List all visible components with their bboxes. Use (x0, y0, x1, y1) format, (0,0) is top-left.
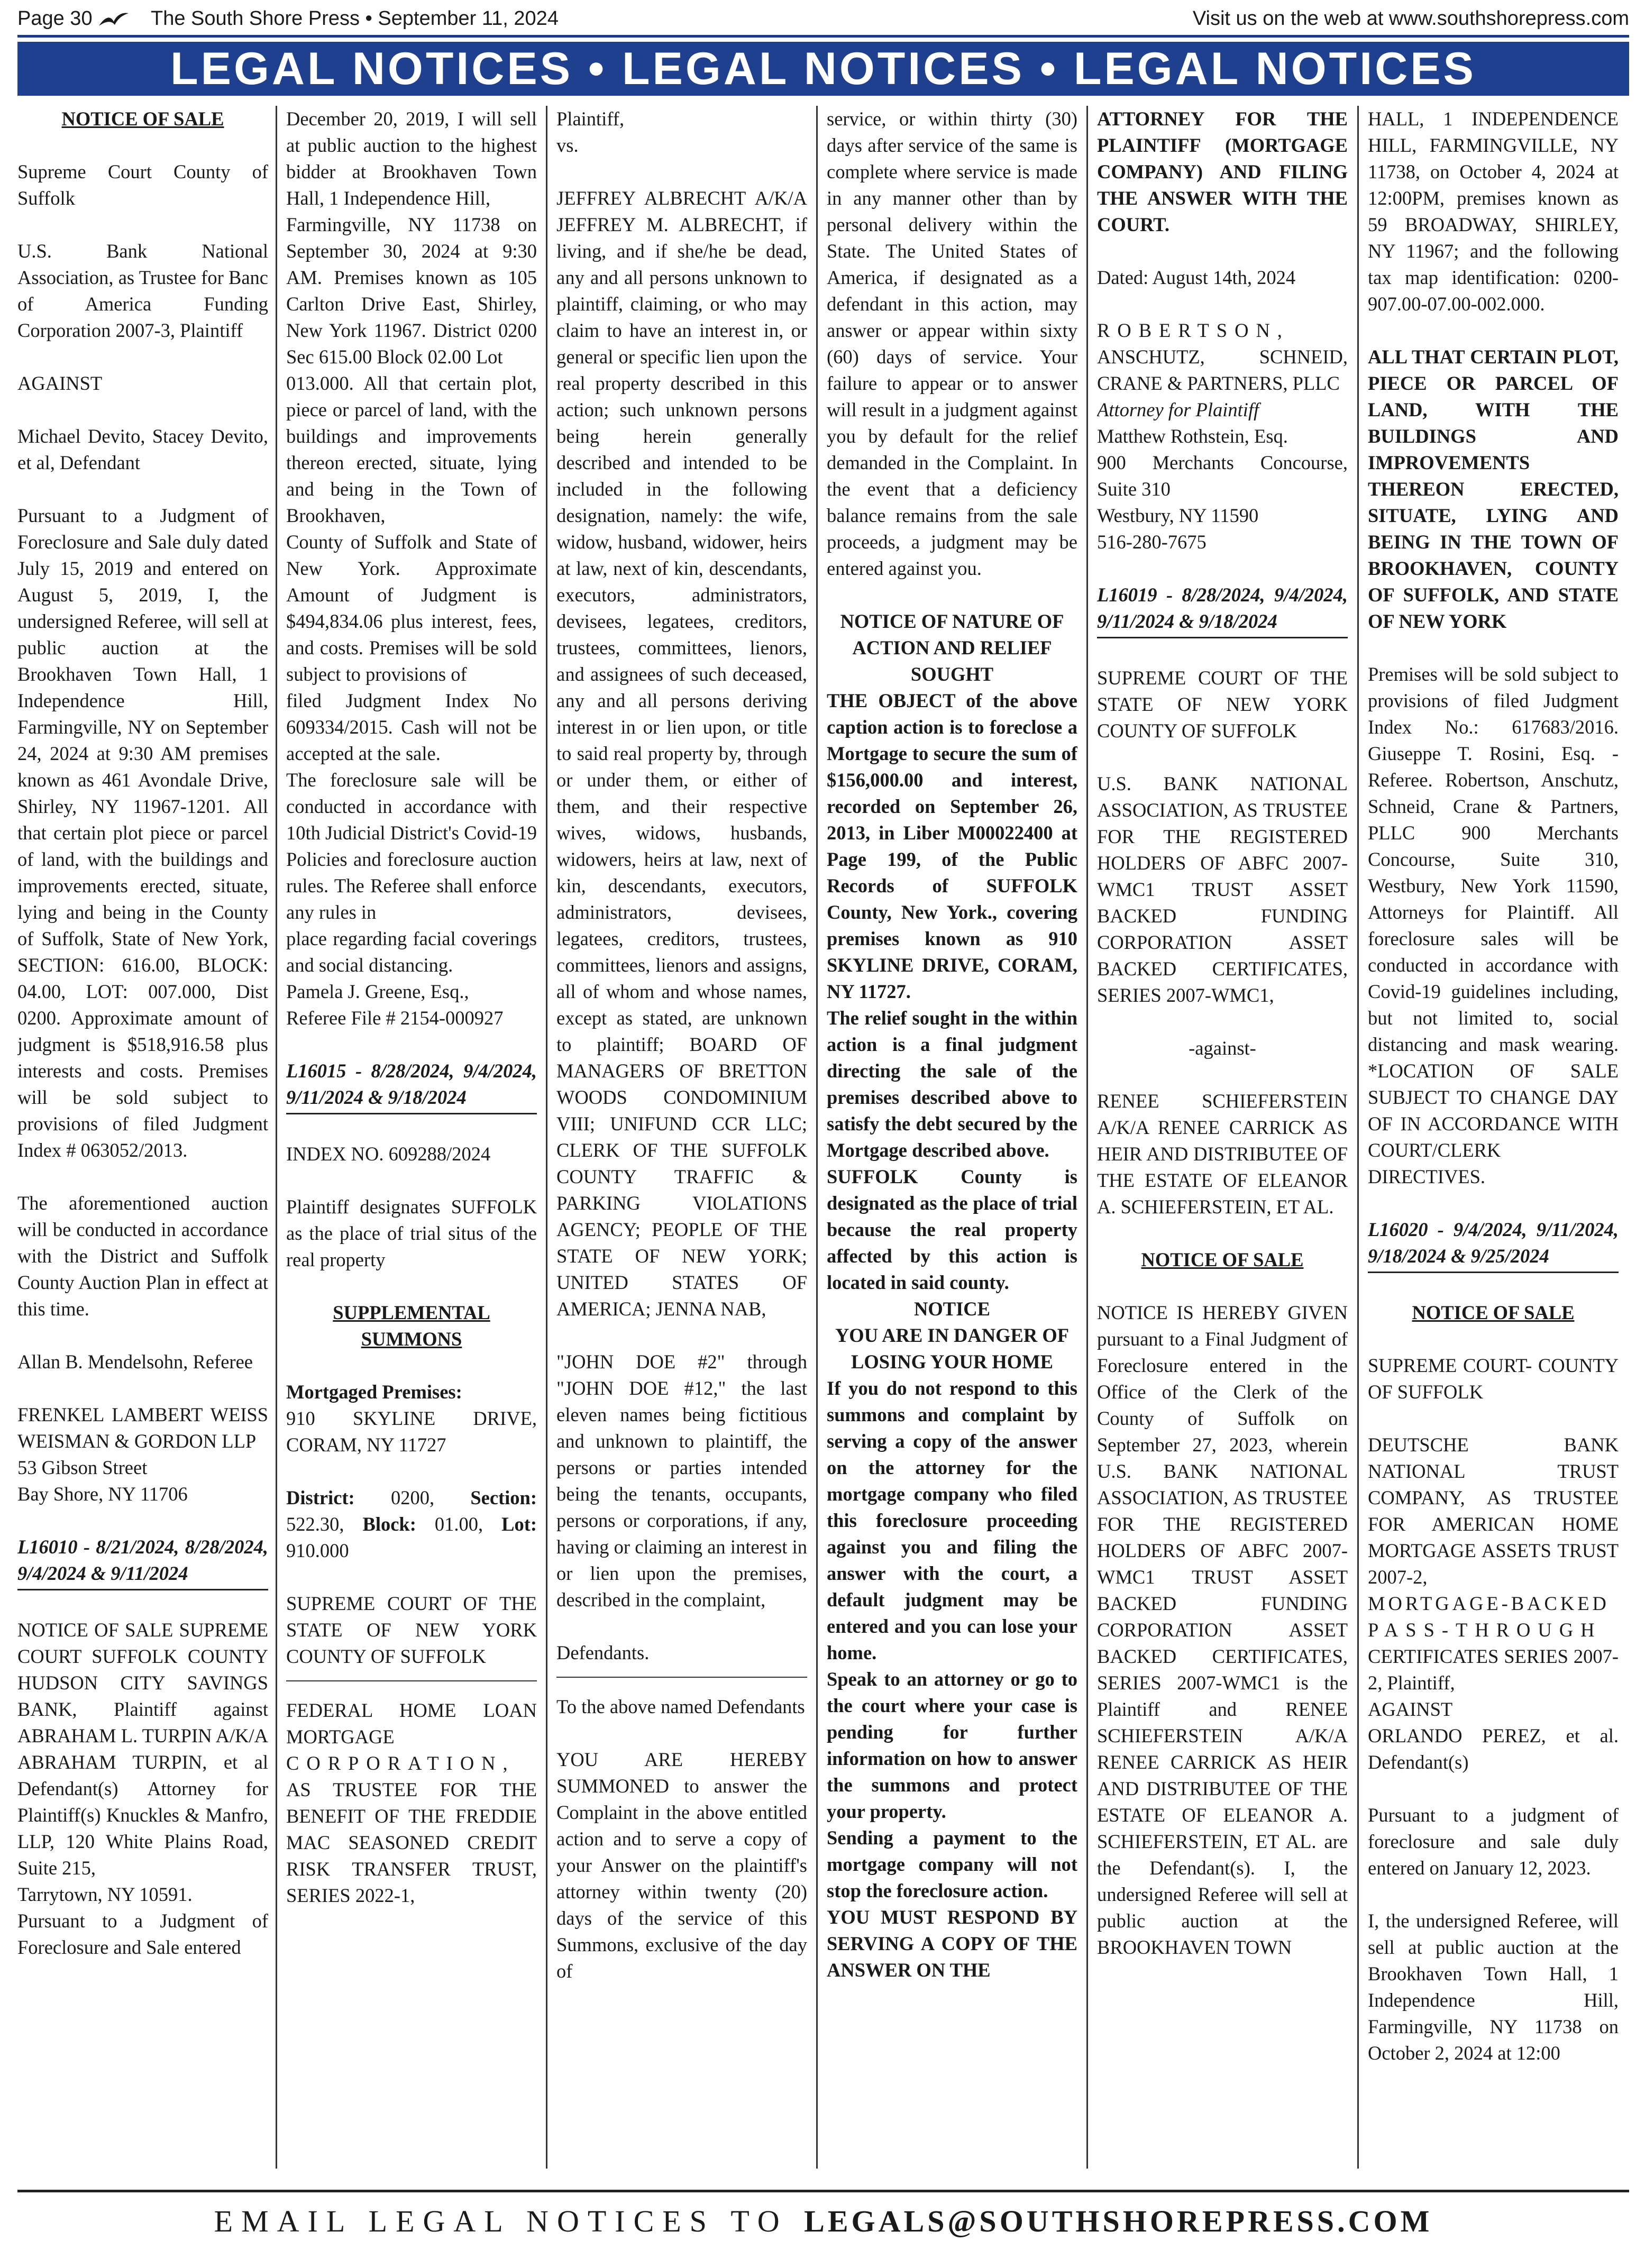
venue: SUFFOLK County is designated as the place of trial because the real property affected by this action is located in said county. (827, 1166, 1077, 1293)
notice-reference: L16015 - 8/28/2024, 9/4/2024, 9/11/2024 & 9/18/2024 (286, 1058, 537, 1114)
parcel-description: ALL THAT CERTAIN PLOT, PIECE OR PARCEL OF LAND, WITH THE BUILDINGS AND IMPROVEMENTS THEREON ERECTED, SITUATE, LYING AND BEING IN THE TOWN OF BROOKHAVEN, COUNTY OF SUFFOLK, AND STATE OF NEW YORK (1368, 346, 1619, 632)
against-label: AGAINST (17, 372, 103, 394)
column-5 (1097, 106, 1348, 2169)
attorney-advice: Speak to an attorney or go to the court where your case is pending for further information on how to answer the summons and protect your property. (827, 1668, 1077, 1822)
website-link[interactable]: Visit us on the web at www.southshorepress.com (1192, 7, 1629, 30)
attorney-role: Attorney for Plaintiff (1097, 399, 1259, 420)
lot-value: 910.000 (286, 1540, 349, 1561)
against-label: AGAINST (1368, 1698, 1453, 1720)
mortgaged-premises-label: Mortgaged Premises: (286, 1381, 462, 1403)
plaintiff: MORTGAGE-BACKED (1368, 1593, 1610, 1614)
payment-warning: Sending a payment to the mortgage company will not stop the foreclosure action. (827, 1827, 1077, 1901)
attorney-name: Matthew Rothstein, Esq. (1097, 425, 1288, 447)
notice-body: Farmingville, NY 11738 on September 30, 2024 at 9:30 AM. Premises known as 105 Carlton Drive East, Shirley, New York 11967. District 0200 Sec 615.00 Block 02.00 Lot (286, 214, 537, 368)
summons-body: YOU ARE HEREBY SUMMONED to answer the Complaint in the above entitled action and to serve a copy of your Answer on the plaintiff's attorney within twenty (20) days of the service of this Summons, exclusive of the day of (556, 1749, 807, 1982)
district-label: District: (286, 1487, 355, 1508)
column-rule (816, 106, 818, 2169)
footer-email-banner (17, 2195, 1629, 2248)
law-firm-street: 900 Merchants Concourse, Suite 310 (1097, 452, 1348, 500)
lot-label: Lot: (501, 1513, 537, 1535)
notice-body: filed Judgment Index No 609334/2015. Cash will not be accepted at the sale. (286, 690, 537, 764)
against-label: -against- (1189, 1037, 1256, 1059)
court-name: SUPREME COURT OF THE STATE OF NEW YORK COUNTY OF SUFFOLK (1097, 667, 1348, 742)
column-rule (1357, 106, 1359, 2169)
notice-body: NOTICE IS HEREBY GIVEN pursuant to a Final Judgment of Foreclosure entered in the Office of the Clerk of the County of Suffolk on September 27, 2023, wherein U.S. BANK NATIONAL ASSOCIATION, AS TRUSTEE FOR THE REGISTERED HOLDERS OF ABFC 2007-WMC1 TRUST ASSET BACKED FUNDING CORPORATION ASSET BACKED CERTIFICATES, SERIES 2007-WMC1 is the Plaintiff and RENEE SCHIEFERSTEIN A/K/A RENEE CARRICK AS HEIR AND DISTRIBUTEE OF THE ESTATE OF ELEANOR A. SCHIEFERSTEIN, ET AL. are the Defendant(s). I, the undersigned Referee will sell at public auction at the BROOKHAVEN TOWN (1097, 1302, 1348, 1958)
defendant: RENEE SCHIEFERSTEIN A/K/A RENEE CARRICK AS HEIR AND DISTRIBUTEE OF THE ESTATE OF ELEANOR A. SCHIEFERSTEIN, ET AL. (1097, 1090, 1348, 1218)
respond-warning: If you do not respond to this summons and complaint by serving a copy of the answer on the attorney for the mortgage company who filed this foreclosure proceeding against you and filing the answer with the court, a default judgment may be entered and you can lose your home. (827, 1377, 1077, 1663)
danger-warning: YOU ARE IN DANGER OF LOSING YOUR HOME (835, 1324, 1070, 1373)
action-object: THE OBJECT of the above caption action is to foreclose a Mortgage to secure the sum of $156,000.00 and interest, recorded on September 26, 2013, in Liber M00022400 at Page 199, of the Public Records of SUFFOLK County, New York., covering premises known as 910 SKYLINE DRIVE, CORAM, NY 11727. (827, 690, 1077, 1002)
notice-title: NOTICE OF SALE (1412, 1302, 1575, 1323)
court-name: SUPREME COURT OF THE STATE OF NEW YORK COUNTY OF SUFFOLK (286, 1593, 537, 1667)
law-firm-phone: 516-280-7675 (1097, 531, 1207, 553)
john-doe-clause: "JOHN DOE #2" through "JOHN DOE #12," the last eleven names being fictitious and unknown to plaintiff, the persons or parties intended being the tenants, occupants, persons or corporations, if any, having or claiming an interest in or lien upon the premises, described in the complaint, (556, 1351, 807, 1611)
notice-body: Pursuant to a Judgment of Foreclosure and Sale entered (17, 1910, 268, 1958)
court-name: Supreme Court County of Suffolk (17, 161, 268, 209)
divider (286, 1670, 537, 1681)
notice-title: NOTICE OF SALE (1141, 1249, 1304, 1270)
relief-sought: The relief sought in the within action is a final judgment directing the sale of the premises described above to satisfy the debt secured by the Mortgage described above. (827, 1007, 1077, 1161)
defendants-label: Defendants. (556, 1642, 650, 1663)
covid-policy: place regarding facial coverings and social distancing. (286, 928, 537, 976)
notice-body: County of Suffolk and State of New York. Approximate Amount of Judgment is $494,834.06 plus interest, fees, and costs. Premises will be sold subject to provisions of (286, 531, 537, 685)
must-respond: ATTORNEY FOR THE PLAINTIFF (MORTGAGE COMPANY) AND FILING THE ANSWER WITH THE COURT. (1097, 108, 1348, 235)
judgment-info: Pursuant to a judgment of foreclosure and sale duly entered on January 12, 2023. (1368, 1804, 1619, 1879)
paper-name-date: The South Shore Press • September 11, 2024 (151, 7, 559, 30)
notice-body: Pursuant to a Judgment of Foreclosure and Sale duly dated July 15, 2019 and entered on August 5, 2019, I, the undersigned Referee, will sell at public auction at the Brookhaven Town Hall, 1 Independence Hill, Farmingville, NY on September 24, 2024 at 9:30 AM premises known as 461 Avondale Drive, Shirley, NY 11967-1201. All that certain plot piece or parcel of land, with the buildings and improvements erected, situate, lying and being in the County of Suffolk, State of New York, SECTION: 616.00, BLOCK: 04.00, LOT: 007.000, Dist 0200. Approximate amount of judgment is $518,916.58 plus interests and costs. Premises will be sold subject to provisions of filed Judgment Index # 063052/2013. (17, 505, 268, 1161)
referee-name: Allan B. Mendelsohn, Referee (17, 1351, 253, 1373)
plaintiff: PASS-THROUGH (1368, 1619, 1602, 1641)
notice-reference: L16019 - 8/28/2024, 9/4/2024, 9/11/2024 & 9/18/2024 (1097, 582, 1348, 638)
column-6 (1368, 106, 1619, 2169)
notice-title: NOTICE OF SALE (61, 108, 224, 130)
tax-map (286, 1485, 537, 1564)
law-firm-street: 53 Gibson Street (17, 1457, 148, 1478)
court-name: SUPREME COURT- COUNTY OF SUFFOLK (1368, 1355, 1619, 1403)
footer-rule (17, 2190, 1629, 2192)
law-firm-name: FRENKEL LAMBERT WEISS WEISMAN & GORDON LLP (17, 1404, 268, 1452)
notice-reference: L16010 - 8/21/2024, 8/28/2024, 9/4/2024 & 9/11/2024 (17, 1534, 268, 1590)
notice-body: December 20, 2019, I will sell at public auction to the highest bidder at Brookhaven Town Hall, 1 Independence Hill, (286, 108, 537, 209)
column-rule (546, 106, 547, 2169)
divider (556, 1666, 807, 1678)
plaintiff: FEDERAL HOME LOAN MORTGAGE (286, 1699, 537, 1748)
law-firm-city: Bay Shore, NY 11706 (17, 1483, 188, 1505)
column-2 (286, 106, 537, 2169)
block-label: Block: (362, 1513, 416, 1535)
sale-details: I, the undersigned Referee, will sell at public auction at the Brookhaven Town Hall, 1 Independence Hill, Farmingville, NY 11738 on October 2, 2024 at 12:00 (1368, 1910, 1619, 2064)
page-number: Page 30 (17, 7, 93, 30)
district-value: 0200, (390, 1487, 435, 1508)
referee-file: Referee File # 2154-000927 (286, 1007, 504, 1029)
auction-plan: The aforementioned auction will be conducted in accordance with the District and Suffolk County Auction Plan in effect at this time. (17, 1192, 268, 1320)
footer-prefix: EMAIL LEGAL NOTICES TO (214, 2204, 788, 2238)
section-value: 522.30, (286, 1513, 344, 1535)
versus-label: vs. (556, 134, 579, 156)
column-1 (17, 106, 268, 2169)
plaintiff: U.S. Bank National Association, as Trustee for Banc of America Funding Corporation 2007-3, Plaintiff (17, 240, 268, 341)
summons-body: service, or within thirty (30) days after service of the same is complete where service is made in any manner other than by personal delivery within the State. The United States of America, if designated as a defendant in this action, may answer or appear within sixty (60) days of service. Your failure to appear or to answer will result in a judgment against you by default for the relief demanded in the Complaint. In the event that a deficiency balance remains from the sale proceeds, a judgment may be entered against you. (827, 108, 1077, 579)
plaintiff: CORPORATION, (286, 1752, 515, 1774)
plaintiff-label: Plaintiff, (556, 108, 625, 130)
header-rule (17, 35, 1629, 38)
column-3 (556, 106, 807, 2169)
notice-body: HALL, 1 INDEPENDENCE HILL, FARMINGVILLE, NY 11738, on October 4, 2024 at 12:00PM, premises known as 59 BROADWAY, SHIRLEY, NY 11967; and the following tax map identification: 0200-907.00-07.00-002.000. (1368, 108, 1619, 315)
must-respond: YOU MUST RESPOND BY SERVING A COPY OF THE ANSWER ON THE (827, 1906, 1077, 1981)
referee-name: Pamela J. Greene, Esq., (286, 981, 469, 1002)
dated: Dated: August 14th, 2024 (1097, 267, 1296, 288)
notice-body: 013.000. All that certain plot, piece or parcel of land, with the buildings and improvements thereon erected, situate, lying and being in the Town of Brookhaven, (286, 372, 537, 526)
index-number: INDEX NO. 609288/2024 (286, 1143, 491, 1165)
plaintiff: AS TRUSTEE FOR THE BENEFIT OF THE FREDDIE MAC SEASONED CREDIT RISK TRANSFER TRUST, SERIES 2022-1, (286, 1779, 537, 1906)
column-rule (276, 106, 277, 2169)
column-4 (827, 106, 1077, 2169)
notice-body: NOTICE OF SALE SUPREME COURT SUFFOLK COUNTY HUDSON CITY SAVINGS BANK, Plaintiff against ABRAHAM L. TURPIN A/K/A ABRAHAM TURPIN, et al Defendant(s) Attorney for Plaintiff(s) Knuckles & Manfro, LLP, 120 White Plains Road, Suite 215, (17, 1619, 268, 1879)
notice-reference: L16020 - 9/4/2024, 9/11/2024, 9/18/2024 & 9/25/2024 (1368, 1217, 1619, 1273)
law-firm-city: Westbury, NY 11590 (1097, 505, 1259, 526)
attorney-city: Tarrytown, NY 10591. (17, 1883, 193, 1905)
plaintiff: U.S. BANK NATIONAL ASSOCIATION, AS TRUSTEE FOR THE REGISTERED HOLDERS OF ABFC 2007-WMC1 TRUST ASSET BACKED FUNDING CORPORATION ASSET BACKED CERTIFICATES, SERIES 2007-WMC1, (1097, 773, 1348, 1006)
law-firm-name: ROBERTSON, (1097, 319, 1290, 341)
section-banner: LEGAL NOTICES • LEGAL NOTICES • LEGAL NOTICES (17, 42, 1629, 96)
seagull-icon (98, 8, 130, 37)
defendant: ORLANDO PEREZ, et al. Defendant(s) (1368, 1725, 1619, 1773)
notice-title: NOTICE OF NATURE OF ACTION AND RELIEF SOUGHT (840, 610, 1064, 685)
trial-designation: Plaintiff designates SUFFOLK as the place of trial situs of the real property (286, 1196, 537, 1270)
notice-title: SUPPLEMENTAL SUMMONS (333, 1302, 490, 1350)
addressee: To the above named Defendants (556, 1696, 805, 1717)
page-header (17, 3, 1629, 36)
notice-heading: NOTICE (913, 1298, 990, 1320)
sale-terms: Premises will be sold subject to provisions of filed Judgment Index No.: 617683/2016. Giuseppe T. Rosini, Esq. - Referee. Robertson, Anschutz, Schneid, Crane & Partners, PLLC 900 Merchants Concourse, Suite 310, Westbury, New York 11590, Attorneys for Plaintiff. All foreclosure sales will be conducted in accordance with Covid-19 guidelines including, but not limited to, social distancing and mask wearing. *LOCATION OF SALE SUBJECT TO CHANGE DAY OF IN ACCORDANCE WITH COURT/CLERK DIRECTIVES. (1368, 663, 1619, 1187)
law-firm-name: ANSCHUTZ, SCHNEID, CRANE & PARTNERS, PLLC (1097, 346, 1348, 394)
footer-email[interactable]: LEGALS@SOUTHSHOREPRESS.COM (804, 2204, 1433, 2238)
section-label: Section: (470, 1487, 537, 1508)
plaintiff: CERTIFICATES SERIES 2007-2, Plaintiff, (1368, 1645, 1619, 1694)
plaintiff: DEUTSCHE BANK NATIONAL TRUST COMPANY, AS TRUSTEE FOR AMERICAN HOME MORTGAGE ASSETS TRUST 2007-2, (1368, 1434, 1619, 1588)
block-value: 01.00, (434, 1513, 483, 1535)
mortgaged-premises-address: 910 SKYLINE DRIVE, CORAM, NY 11727 (286, 1407, 537, 1456)
defendants-list: JEFFREY ALBRECHT A/K/A JEFFREY M. ALBRECHT, if living, and if she/he be dead, any and all persons unknown to plaintiff, claiming, or who may claim to have an interest in, or general or specific lien upon the real property described in this action; such unknown persons being herein generally described and intended to be included in the following designation, namely: the wife, widow, husband, widower, heirs at law, next of kin, descendants, executors, administrators, devisees, legatees, creditors, trustees, committees, lienors, and assignees of such deceased, any and all persons deriving interest in or lien upon, or title to said real property by, through or under them, or either of them, and their respective wives, widows, husbands, widowers, heirs at law, next of kin, descendants, executors, administrators, devisees, legatees, creditors, trustees, committees, lienors and assigns, all of whom and whose names, except as stated, are unknown to plaintiff; BOARD OF MANAGERS OF BRETTON WOODS CONDOMINIUM VIII; UNIFUND CCR LLC; CLERK OF THE SUFFOLK COUNTY TRAFFIC & PARKING VIOLATIONS AGENCY; PEOPLE OF THE STATE OF NEW YORK; UNITED STATES OF AMERICA; JENNA NAB, (556, 187, 807, 1320)
column-rule (1086, 106, 1088, 2169)
defendant: Michael Devito, Stacey Devito, et al, Defendant (17, 425, 268, 473)
covid-policy: The foreclosure sale will be conducted in accordance with 10th Judicial District's Covid-19 Policies and foreclosure auction rules. The Referee shall enforce any rules in (286, 769, 537, 923)
